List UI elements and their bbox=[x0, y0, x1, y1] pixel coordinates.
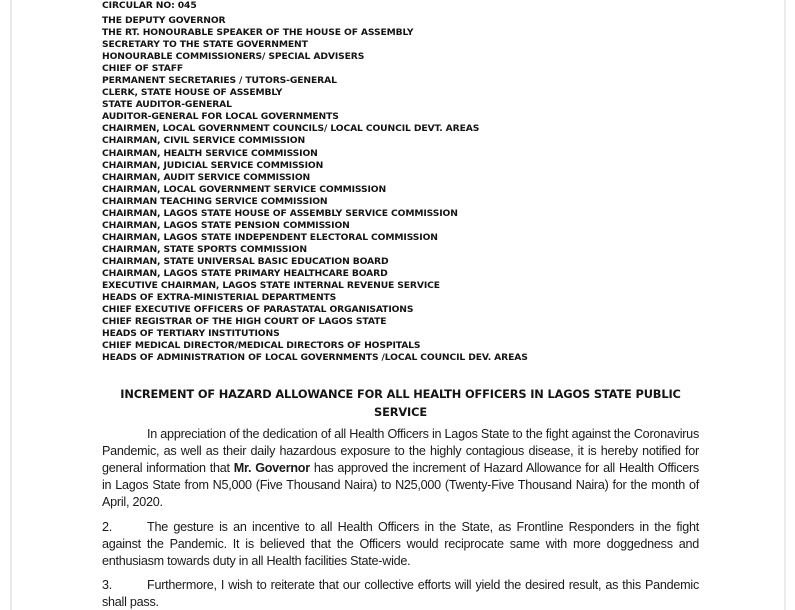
addressee-item: CHIEF MEDICAL DIRECTOR/MEDICAL DIRECTORS OF HOSPITALS bbox=[102, 340, 421, 352]
addressee-item: PERMANENT SECRETARIES / TUTORS-GENERAL bbox=[102, 75, 337, 87]
addressee-item: THE RT. HONOURABLE SPEAKER OF THE HOUSE OF ASSEMBLY bbox=[102, 27, 414, 39]
addressee-item: THE DEPUTY GOVERNOR bbox=[102, 15, 226, 26]
addressee-item: CHIEF EXECUTIVE OFFICERS OF PARASTATAL ORGANISATIONS bbox=[102, 304, 414, 316]
addressee-item: STATE AUDITOR-GENERAL bbox=[102, 99, 232, 111]
addressee-item: CHAIRMAN, AUDIT SERVICE COMMISSION bbox=[102, 171, 311, 183]
addressee-item: CLERK, STATE HOUSE OF ASSEMBLY bbox=[102, 87, 283, 99]
paragraph-1-bold-governor: Mr. Governor bbox=[233, 461, 310, 476]
addressee-item: CHAIRMAN, CIVIL SERVICE COMMISSION bbox=[102, 135, 306, 147]
addressee-item: CHAIRMAN, HEALTH SERVICE COMMISSION bbox=[102, 147, 318, 159]
addressee-item: CHAIRMAN, JUDICIAL SERVICE COMMISSION bbox=[102, 159, 324, 171]
paragraph-1 bbox=[102, 426, 699, 511]
page-edge-left bbox=[10, 0, 12, 610]
addressee-item: CHIEF OF STAFF bbox=[102, 63, 184, 75]
addressee-item: CHAIRMAN, STATE SPORTS COMMISSION bbox=[102, 243, 307, 255]
paragraph-1-text-end: has approved the increment of Hazard Allowance for all Health Officers in Lagos State from N5,000 (Five Thousand Naira) to N25,000 (Twenty-Five Thousand Naira) for the month of April, 2020. bbox=[102, 461, 699, 510]
page-edge-right bbox=[784, 0, 786, 610]
addressee-item: HEADS OF EXTRA-MINISTERIAL DEPARTMENTS bbox=[102, 292, 337, 304]
addressee-item: CHIEF REGISTRAR OF THE HIGH COURT OF LAGOS STATE bbox=[102, 316, 387, 328]
addressee-item: SECRETARY TO THE STATE GOVERNMENT bbox=[102, 39, 308, 51]
addressee-list bbox=[102, 15, 528, 364]
addressee-item: CHAIRMAN, STATE UNIVERSAL BASIC EDUCATION BOARD bbox=[102, 255, 389, 267]
addressee-item: CHAIRMAN, LAGOS STATE INDEPENDENT ELECTORAL COMMISSION bbox=[102, 231, 438, 243]
addressee-item: EXECUTIVE CHAIRMAN, LAGOS STATE INTERNAL REVENUE SERVICE bbox=[102, 280, 440, 292]
addressee-item: CHAIRMEN, LOCAL GOVERNMENT COUNCILS/ LOCAL COUNCIL DEVT. AREAS bbox=[102, 123, 480, 135]
addressee-item: HEADS OF ADMINISTRATION OF LOCAL GOVERNMENTS /LOCAL COUNCIL DEV. AREAS bbox=[102, 352, 528, 364]
paragraph-2-number: 2. bbox=[102, 520, 113, 534]
paragraph-1-text-start: In appreciation of the dedication of all Health Officers in Lagos State to the fight against the Coronavirus Pandemic, as well as their daily hazardous exposure to the highly contagious disease, it is hereby notified for general information that bbox=[102, 427, 699, 476]
addressee-item: CHAIRMAN, LAGOS STATE HOUSE OF ASSEMBLY SERVICE COMMISSION bbox=[102, 207, 458, 219]
paragraph-3-text: Furthermore, I wish to reiterate that our collective efforts will yield the desired result, as this Pandemic shall pass. bbox=[102, 578, 699, 610]
addressee-item: CHAIRMAN, LAGOS STATE PRIMARY HEALTHCARE BOARD bbox=[102, 267, 388, 279]
addressee-item: CHAIRMAN, LOCAL GOVERNMENT SERVICE COMMISSION bbox=[102, 183, 387, 195]
circular-title: INCREMENT OF HAZARD ALLOWANCE FOR ALL HEALTH OFFICERS IN LAGOS STATE PUBLIC SERVICE bbox=[120, 387, 681, 419]
addressee-item: AUDITOR-GENERAL FOR LOCAL GOVERNMENTS bbox=[102, 111, 339, 123]
circular-number: CIRCULAR NO: 045 bbox=[102, 0, 197, 11]
addressee-item: HONOURABLE COMMISSIONERS/ SPECIAL ADVISERS bbox=[102, 51, 365, 63]
addressee-item: CHAIRMAN TEACHING SERVICE COMMISSION bbox=[102, 195, 328, 207]
addressee-item: HEADS OF TERTIARY INSTITUTIONS bbox=[102, 328, 280, 340]
paragraph-3-number: 3. bbox=[102, 578, 113, 592]
paragraph-3 bbox=[102, 577, 699, 610]
paragraph-2 bbox=[102, 519, 699, 570]
addressee-item: CHAIRMAN, LAGOS STATE PENSION COMMISSION bbox=[102, 219, 350, 231]
paragraph-2-text: The gesture is an incentive to all Health Officers in the State, as Frontline Responders in the fight against the Pandemic. It is believed that the Officers would reciprocate same with more doggedness and enthusiasm towards duty in all Health facilities State-wide. bbox=[102, 520, 699, 569]
